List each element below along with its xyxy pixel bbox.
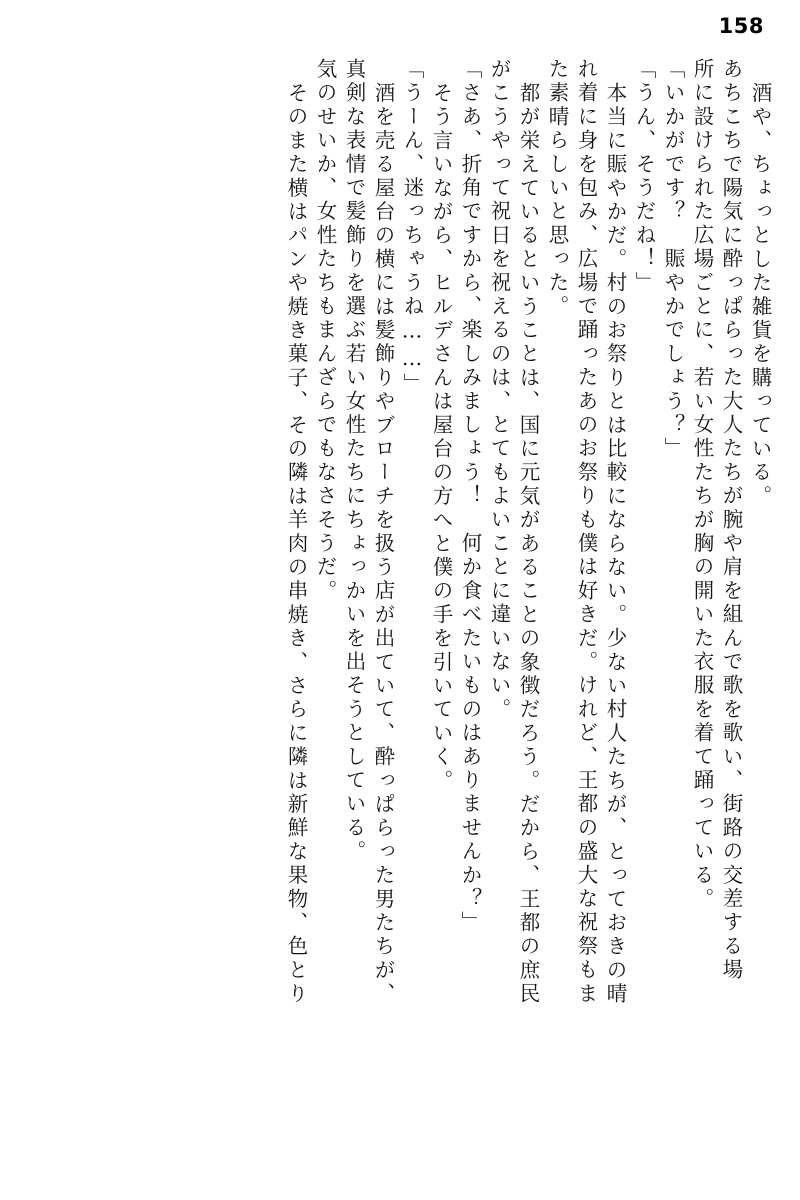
text-line: 酒や、ちょっとした雑貨を購っている。 xyxy=(748,82,772,509)
text-line: 都が栄えているということは、国に元気があることの象徴だろう。だから、王都の庶民 xyxy=(516,82,540,1007)
text-line: 「いかがです？ 賑やかでしょう？」 xyxy=(661,58,685,461)
text-line: 真剣な表情で髪飾りを選ぶ若い女性たちにちょっかいを出そうとしている。 xyxy=(342,58,366,864)
page-number: 158 xyxy=(718,14,764,38)
text-line: 本当に賑やかだ。村のお祭りとは比較にならない。少ない村人たちが、とっておきの晴 xyxy=(603,82,627,1007)
text-line: 「さあ、折角ですから、楽しみましょう！ 何か食べたいものはありませんか？」 xyxy=(458,58,482,935)
text-line: た素晴らしいと思った。 xyxy=(545,58,569,319)
text-line: そのまた横はパンや焼き菓子、その隣は羊肉の串焼き、さらに隣は新鮮な果物、色とり xyxy=(284,82,308,1007)
text-line: れ着に身を包み、広場で踊ったあのお祭りも僕は好きだ。けれど、王都の盛大な祝祭もま xyxy=(574,58,598,1006)
text-line: 所に設けられた広場ごとに、若い女性たちが胸の開いた衣服を着て踊っている。 xyxy=(690,58,714,912)
text-line: 「うん、そうだね！」 xyxy=(632,58,656,295)
text-line: あちこちで陽気に酔っぱらった大人たちが腕や肩を組んで歌を歌い、街路の交差する場 xyxy=(719,58,743,983)
text-line: がこうやって祝日を祝えるのは、とてもよいことに違いない。 xyxy=(487,58,511,722)
text-line: 「うーん、迷っちゃうね……」 xyxy=(400,58,424,397)
text-line: 気のせいか、女性たちもまんざらでもなさそうだ。 xyxy=(313,58,337,604)
vertical-text-body xyxy=(42,58,770,1178)
text-line: 酒を売る屋台の横には髪飾りやブローチを扱う店が出ていて、酔っぱらった男たちが、 xyxy=(371,82,395,1007)
text-line: そう言いながら、ヒルデさんは屋台の方へと僕の手を引いていく。 xyxy=(429,82,453,793)
